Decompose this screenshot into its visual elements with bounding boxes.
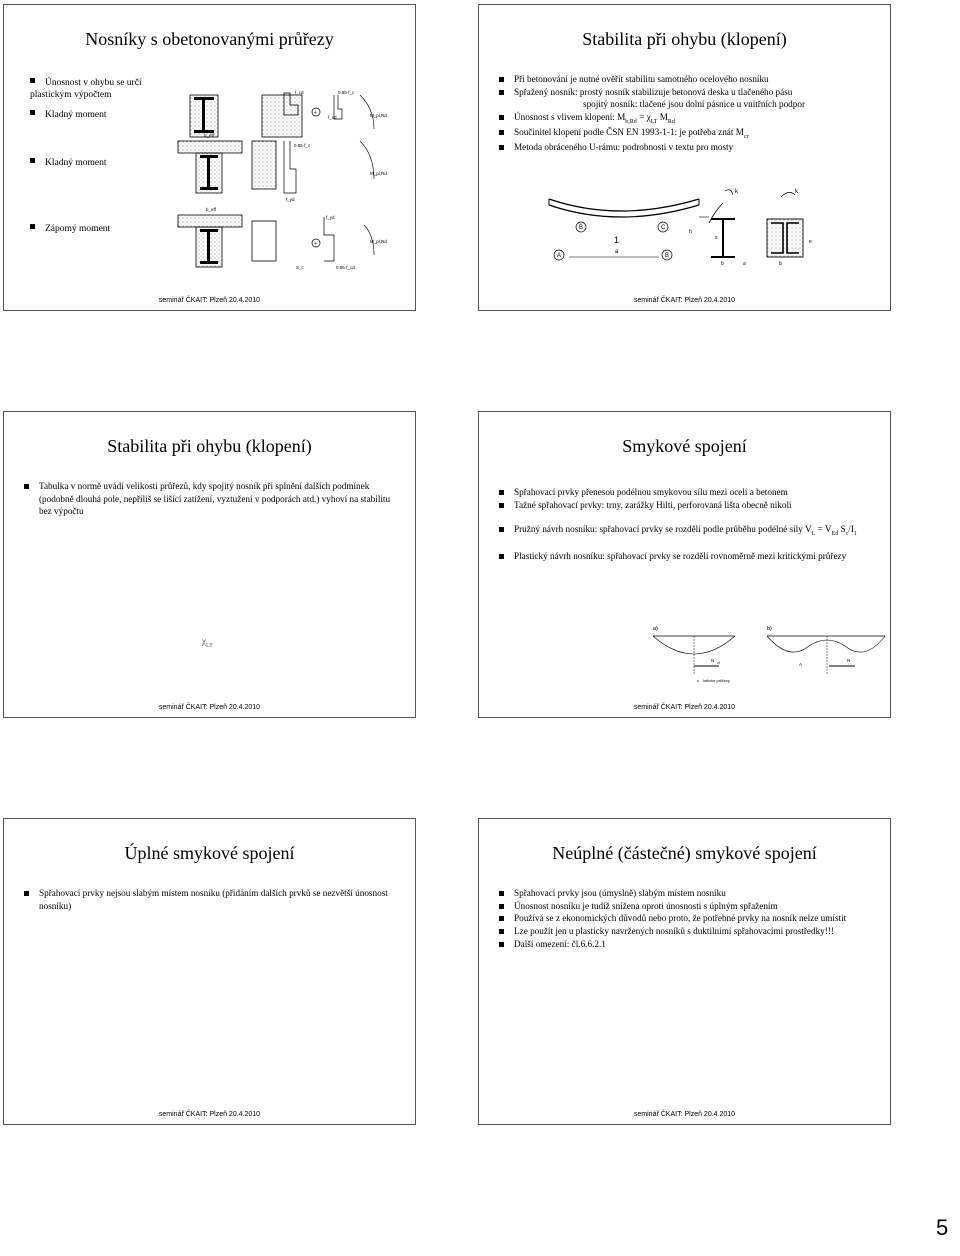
bullet-text: Únosnost v ohybu se určí plastickým výpočtem [30,78,142,101]
label-as: A [799,662,803,667]
slide-4 [478,411,891,718]
beff-label: b_eff [204,133,214,138]
f085-label: 0.85·f_c [338,90,355,95]
bullet-icon [30,158,35,163]
label-a-dim: a [615,249,619,255]
bullet-item: Tažné spřahovací prvky: trny, zarážky Hilti, perforovaná lišta obecně nikoli [499,499,878,512]
fsd-label: f_sd [328,115,337,120]
mpl2-label: M_pl,Rd [370,171,387,176]
slide-title: Stabilita při ohybu (klopení) [107,436,312,456]
bullet-item: Únosnost s vlivem klopení: $M_{b,Rd} = \chi_{LT}$ $M_{Rd}$ [499,111,878,126]
bullet-item: Spřahovací prvky nejsou slabým místem nosníku (přidáním dalších prvků se nezvětší únosnost nosníku) [24,887,403,912]
bullet-list [499,887,878,950]
bullet-item: Spřažený nosník: prostý nosník stabilizuje betonová deska u tlačeného pásu [499,86,878,99]
mpl3-label: M_pl,Rd [370,239,387,244]
u-frame-figure [539,187,839,267]
bullet-list [24,887,403,912]
slide-footer: seminář ČKAIT: Plzeň 20.4.2010 [158,297,261,304]
page-number: 5 [936,1215,949,1240]
bullet-list [499,486,878,563]
bullet-item-continuation: spojitý nosník: tlačené jsou dolní pásnice u vnitřních podpor [583,99,805,110]
label-e: e [809,239,812,245]
slide-1 [3,4,416,311]
slide-footer: seminář ČKAIT: Plzeň 20.4.2010 [158,704,261,711]
bullet-item: Únosnost nosníku je tudíž snížena oproti únosnosti s úplným spřažením [499,900,878,913]
bullet-icon [30,78,35,83]
f085b-label: 0.85·f_c [294,143,311,148]
slide-title: Neúplné (částečné) smykové spojení [552,843,817,863]
label-ncf2: N [847,658,851,663]
bullet-item: Používá se z ekonomických důvodů nebo proto, že potřebné prvky na nosník nelze umístit [499,912,878,925]
label-1: 1 [614,235,620,245]
label-x: x [697,678,699,683]
bullet-icon [30,224,35,229]
label-s: s [715,235,718,241]
bullet-item: Při betonování je nutné ověřit stabilitu samotného ocelového nosníku [499,73,878,86]
label-ncf: N [711,658,715,663]
bullet-icon [30,110,35,115]
bullet-text: Kladný moment [30,157,106,169]
bullet-item: Plastický návrh nosníku: spřahovací prvky se rozdělí rovnoměrně mezi kritickými průřezy [499,550,878,563]
bullet-list [24,480,403,518]
slide-footer: seminář ČKAIT: Plzeň 20.4.2010 [633,297,736,304]
slide-footer: seminář ČKAIT: Plzeň 20.4.2010 [633,704,736,711]
label-ks2: k [795,189,798,195]
mpl-label: M_pl,Rd [370,113,387,118]
bullet-item: Součinitel klopení podle ČSN EN 1993-1-1: je potřeba znát $M_{cr}$ [499,126,878,141]
label-c: C [661,225,666,231]
label-b: b) [767,626,772,632]
bullet-item: Pružný návrh nosníku: spřahovací prvky se rozdělí podle průběhu podélné síly $V_L = V_{Ed}$ $S_c/I_1$ [499,523,878,538]
slide-title: Smykové spojení [622,436,747,456]
bullet-text: Kladný moment [30,109,106,121]
slide-2 [478,4,891,311]
sc-label: S_c [296,265,304,270]
label-bf: b [721,261,724,267]
chi-lt-symbol: $\chi_{LT}$ [202,636,213,649]
label-cf: cf [717,661,720,665]
plastic-stress-figures [174,85,414,285]
bullet-text: Zápomý moment [30,223,110,235]
slide-title: Stabilita při ohybu (klopení) [582,29,787,49]
fyd2-label: f_yd [326,215,335,220]
slide-3 [3,411,416,718]
bullet-item: Tabulka v normě uvádí velikosti průřezů, kdy spojitý nosník při splnění dalších podmínek (podobně dlouhá pole, nepříliš se lišící zatížení, vyztužení v podporách atd.) vyhoví na stabilitu bez výpočtu [24,480,403,518]
label-crit: kritické průřezy [703,678,730,683]
fcd-label: f_cd [295,90,304,95]
bullet-list [499,73,878,154]
slide-title: Nosníky s obetonovanými průřezy [85,29,334,49]
beff2-label: b_eff [206,207,216,212]
label-a2: a [743,261,746,267]
shear-connection-figure [649,622,889,692]
label-ks: k [735,189,738,195]
slide-6 [478,818,891,1125]
label-b2: B [665,253,670,259]
fyd-label: f_yd [286,197,295,202]
bullet-item: Spřahovací prvky přenesou podélnou smykovou sílu mezi ocelí a betonem [499,486,878,499]
slide-footer: seminář ČKAIT: Plzeň 20.4.2010 [633,1111,736,1118]
label-bf2: b [779,261,782,267]
label-b: B [579,225,584,231]
svg-text:+: + [314,241,317,247]
bullet-item: Lze použít jen u plasticky navržených nosníků s duktilními spřahovacími prostředky!!! [499,925,878,938]
sc2-label: 0.85·f_cd [336,265,355,270]
slide-5 [3,818,416,1125]
slide-footer: seminář ČKAIT: Plzeň 20.4.2010 [158,1111,261,1118]
label-hs: h [689,229,692,235]
label-a: A [557,253,562,259]
bullet-item: Spřahovací prvky jsou (úmyslně) slabým místem nosníku [499,887,878,900]
label-a: a) [653,626,658,632]
bullet-item: Metoda obráceného U-rámu: podrobnosti v textu pro mosty [499,141,878,154]
svg-text:+: + [314,110,317,116]
slide-title: Úplné smykové spojení [124,843,295,863]
bullet-item: Další omezení: čl.6.6.2.1 [499,938,878,951]
